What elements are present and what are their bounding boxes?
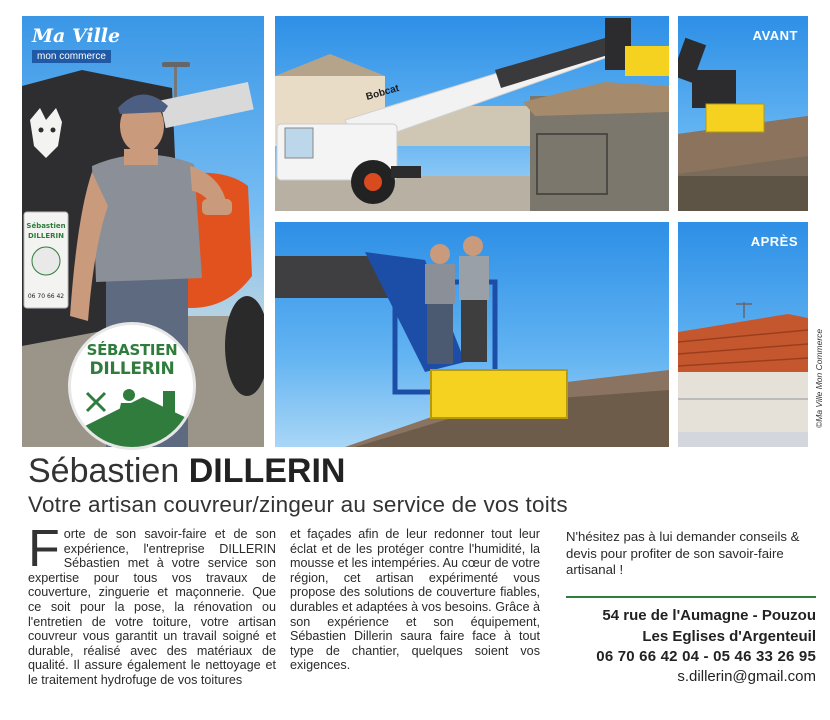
body-column-1-text: orte de son savoir-faire et de son expérience, l'entreprise DILLERIN Sébastien met à votre service son expertise pour tous vos travaux de couverture, zinguerie et maçonnerie. Que ce soit pour la pose, la rénovation ou l'entretien de votre toiture, votre artisan couvreur vous garantit un travail soigné et durable, réalisé avec des matériaux de qualité. Il assure également le nettoyage et le traitement hydrofuge de vos toitures [28, 527, 276, 687]
lift-scene [275, 222, 669, 447]
worker-right-icon [459, 236, 489, 362]
roofer-icon [71, 325, 193, 447]
body-column-1 [28, 520, 276, 688]
sign-line-1: Sébastien [26, 222, 66, 230]
sign-line-2: DILLERIN [28, 232, 64, 240]
address-line-1: 54 rue de l'Aumagne - Pouzou [602, 607, 816, 624]
photo-credit-text: ©Ma Ville Mon Commerce [814, 328, 824, 428]
brand-name: Ma Ville [32, 25, 121, 47]
lift-photo [275, 222, 669, 447]
contact-divider [566, 596, 816, 598]
before-scene [678, 16, 808, 211]
before-label: AVANT [752, 28, 798, 43]
after-photo [678, 222, 808, 447]
after-scene [678, 222, 808, 447]
brand-badge [32, 26, 120, 64]
email-address[interactable]: s.dillerin@gmail.com [677, 668, 816, 685]
title-last-name: DILLERIN [188, 452, 346, 490]
page-title [28, 452, 345, 491]
before-photo [678, 16, 808, 211]
page-subtitle: Votre artisan couvreur/zingeur au service de vos toits [28, 492, 568, 517]
machine-brand-label: Bobcat [364, 82, 401, 103]
title-first-name: Sébastien [28, 452, 180, 490]
body-column-2: et façades afin de leur redonner tout leur éclat et de les protéger contre l'humidité, la mousse et les intempéries. Au cœur de votre région, cet artisan expérimenté vous propose des solutions de couverture fiables, durables et adaptées à vos besoins. Grâce à son expérience et son équipement, Sébastien Dillerin saura faire face à tout type de chantier, quelques soient vos exigences. [290, 527, 540, 673]
telehandler-scene [275, 16, 669, 211]
brand-tagline: mon commerce [32, 50, 111, 63]
photo-credit [812, 318, 824, 430]
after-label: APRÈS [750, 234, 798, 249]
phone-numbers: 06 70 66 42 04 - 05 46 33 26 95 [596, 648, 816, 665]
logo-line-1: SÉBASTIEN [86, 341, 178, 359]
logo-line-2: DILLERIN [89, 359, 175, 379]
worker-left-icon [425, 244, 455, 364]
call-to-action: N'hésitez pas à lui demander conseils & devis pour profiter de son savoir-faire artisanal ! [566, 529, 800, 577]
company-logo [68, 322, 196, 450]
drop-cap: F [28, 520, 60, 578]
address-line-2: Les Eglises d'Argenteuil [642, 628, 816, 645]
telehandler-photo [275, 16, 669, 211]
sign-phone: 06 70 66 42 [27, 293, 65, 300]
